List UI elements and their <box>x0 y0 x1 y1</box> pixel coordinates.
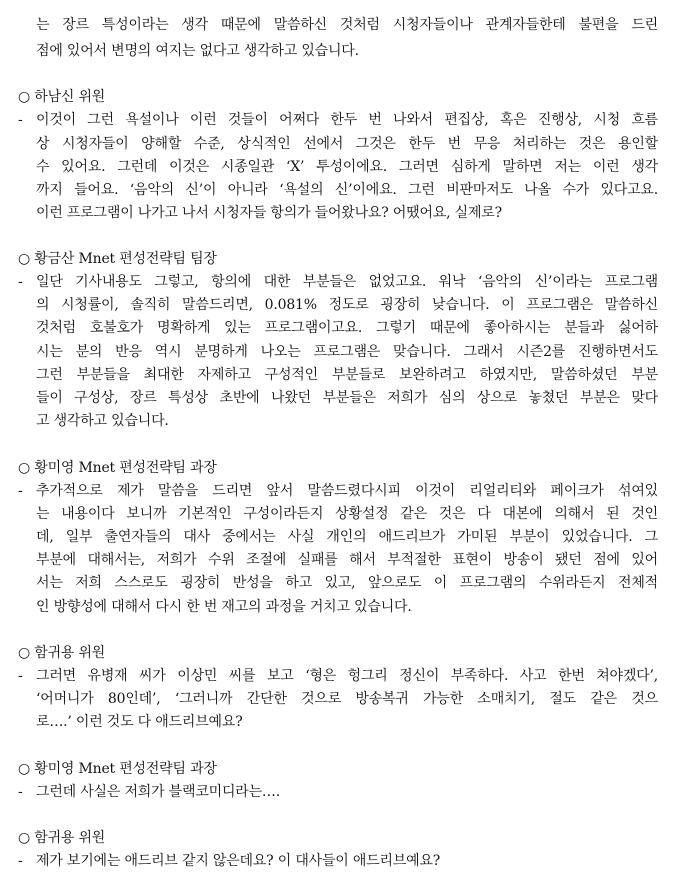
paragraph-line: 제가 보기에는 애드리브 같지 않은데요? 이 대사들이 애드리브예요? <box>36 853 441 869</box>
paragraph-line: 는 내용이다 보니까 기본적인 구성이라든지 상황설정 같은 것은 다 대본에 의해서 된 것인 <box>36 506 658 522</box>
dash-bullet: - <box>18 112 23 128</box>
speaker-heading: ○ 황금산 Mnet 편성전략팀 팀장 <box>18 251 217 267</box>
paragraph-line: 데, 일부 출연자들의 대사 중에서는 사실 개인의 애드리브가 가미된 부분이 있었습니다. 그 <box>36 529 658 545</box>
paragraph-line: 들이 구성상, 장르 특성상 초반에 나왔던 부분들은 저희가 심의 상으로 놓쳤던 부분은 맞다 <box>36 390 658 406</box>
paragraph-line: 추가적으로 제가 말씀을 드리면 앞서 말씀드렸다시피 이것이 리얼리티와 페이크가 섞여있 <box>36 483 658 499</box>
paragraph-line: 그러면 유병재 씨가 이상민 씨를 보고 ‘형은 헝그리 정신이 부족하다. 사고 한번 쳐야겠다’, <box>36 668 658 684</box>
paragraph-line: 그런 부분들을 최대한 자제하고 구성적인 부분들로 보완하려고 하였지만, 말씀하셨던 부분 <box>36 367 658 383</box>
paragraph-line: 인 방향성에 대해서 다시 한 번 재고의 과정을 거치고 있습니다. <box>36 599 412 615</box>
paragraph-line: 시는 분의 반응 역시 분명하게 나오는 프로그램은 맞습니다. 그래서 시즌2를 진행하면서도 <box>36 344 658 360</box>
paragraph-line: 서는 저희 스스로도 굉장히 반성을 하고 있고, 앞으로도 이 프로그램의 수위라든지 전체적 <box>36 575 658 591</box>
dash-bullet: - <box>18 668 23 684</box>
speaker-heading: ○ 황미영 Mnet 편성전략팀 과장 <box>18 460 217 476</box>
paragraph-line: 수 있어요. 그런데 이것은 시종일관 ‘X’ 투성이에요. 그러면 심하게 말하면 저는 이런 생각 <box>36 159 658 175</box>
paragraph-line: 이런 프로그램이 나가고 나서 시청자들 항의가 들어왔나요? 어땠어요, 실제로? <box>36 205 502 221</box>
paragraph-line: ‘어머니가 80인데’, ‘그러니까 간단한 것으로 방송복귀 가능한 소매치기, 절도 같은 것으 <box>36 691 658 707</box>
speaker-heading: ○ 황미영 Mnet 편성전략팀 과장 <box>18 761 217 777</box>
paragraph-line: 의 시청률이, 솔직히 말씀드리면, 0.081% 정도로 굉장히 낮습니다. 이 프로그램은 말씀하신 <box>36 297 658 313</box>
paragraph-line: 그런데 사실은 저희가 블랙코미디라는…. <box>36 784 280 800</box>
paragraph-line: 상 시청자들이 양해할 수준, 상식적인 선에서 그것은 한두 번 무응 처리하는 것은 용인할 <box>36 136 658 152</box>
speaker-heading: ○ 하남신 위원 <box>18 89 106 105</box>
paragraph-line: 이것이 그런 욕설이나 이런 것들이 어쩌다 한두 번 나와서 편집상, 혹은 진행상, 시청 흐름 <box>36 112 658 128</box>
dash-bullet: - <box>18 784 23 800</box>
paragraph-line: 까지 들어요. ‘음악의 신’이 아니라 ‘욕설의 신’이에요. 그런 비판마저도 나올 수가 있다고요. <box>36 182 658 198</box>
paragraph-line: 것처럼 호불호가 명확하게 있는 프로그램이고요. 그렇기 때문에 좋아하시는 분들과 싫어하 <box>36 320 658 336</box>
dash-bullet: - <box>18 853 23 869</box>
speaker-heading: ○ 함귀용 위원 <box>18 830 106 846</box>
paragraph-line: 로….’ 이런 것도 다 애드리브예요? <box>36 714 243 730</box>
dash-bullet: - <box>18 483 23 499</box>
dash-bullet: - <box>18 274 23 290</box>
paragraph-line: 점에 있어서 변명의 여지는 없다고 생각하고 있습니다. <box>36 43 359 59</box>
paragraph-line: 부분에 대해서는, 저희가 수위 조절에 실패를 해서 부적절한 표현이 방송이 됐던 점에 있어 <box>36 552 658 568</box>
speaker-heading: ○ 함귀용 위원 <box>18 645 106 661</box>
paragraph-line: 고 생각하고 있습니다. <box>36 413 169 429</box>
paragraph-line: 일단 기사내용도 그렇고, 항의에 대한 부분들은 없었고요. 워낙 ‘음악의 신’이라는 프로그램 <box>36 274 658 290</box>
paragraph-line: 는 장르 특성이라는 생각 때문에 말씀하신 것처럼 시청자들이나 관계자들한테 불편을 드린 <box>36 17 658 33</box>
